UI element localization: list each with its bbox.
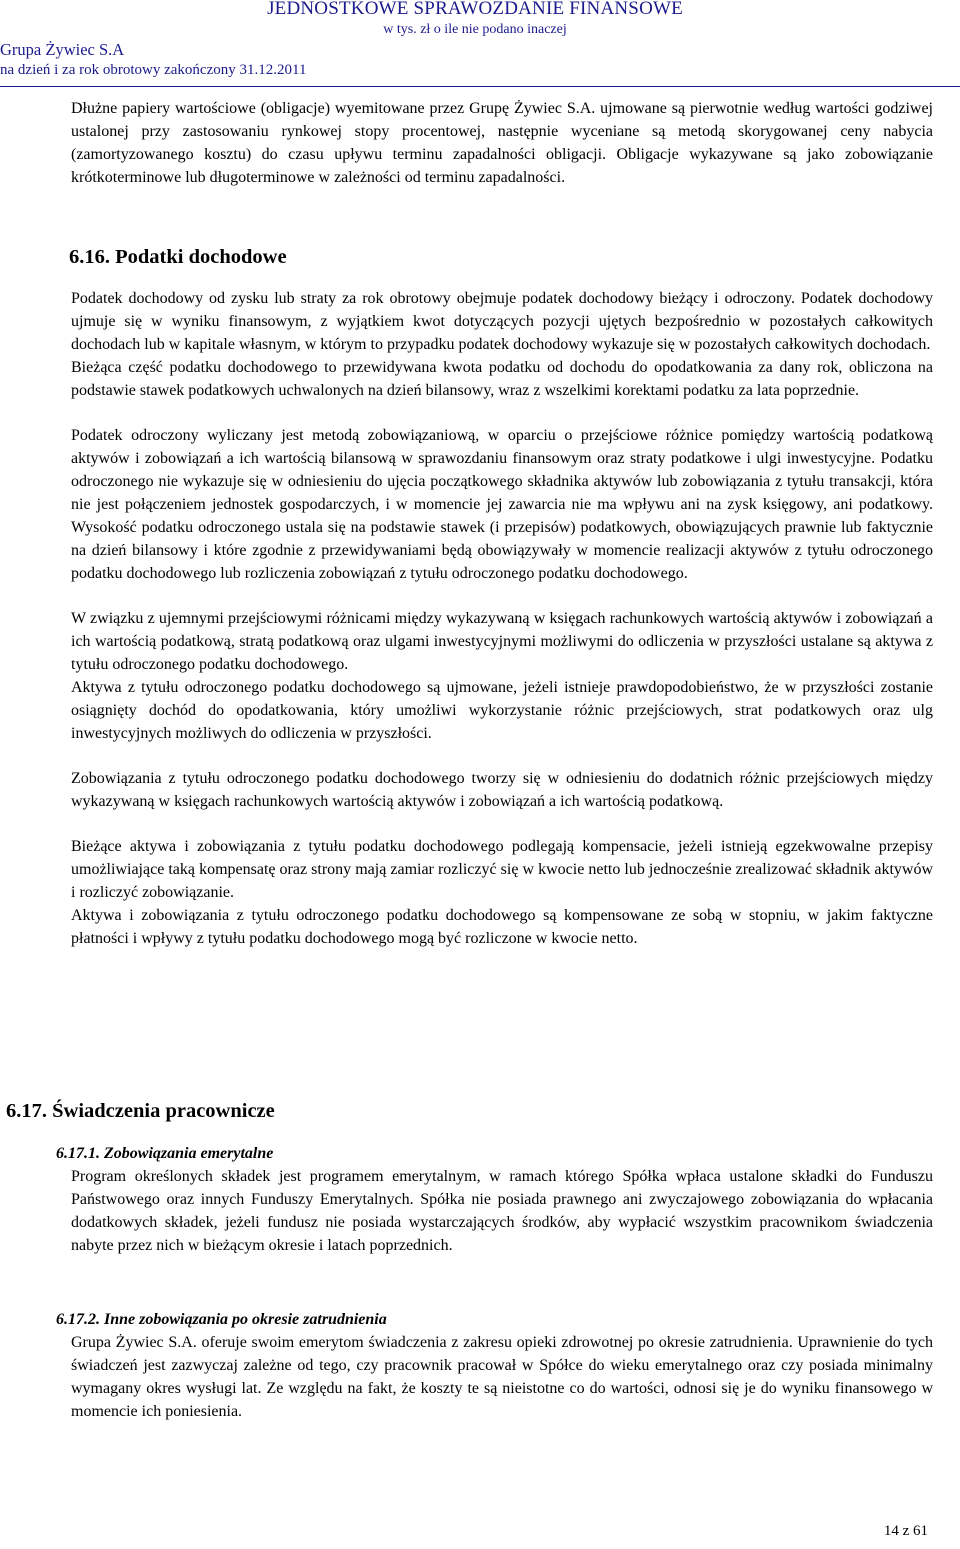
paragraph: Grupa Żywiec S.A. oferuje swoim emerytom świadczenia z zakresu opieki zdrowotnej po okresie zatrudnienia. Uprawnienie do tych świadczeń jest zazwyczaj zależne od tego, czy pracownik pracował w Spółce do wieku emerytalnego oraz czy posiada minimalny wymagany okres wysługi lat. Ze względu na fakt, że koszty te są nieistotne co do wartości, odnosi się je do wyniku finansowego w momencie ich poniesienia. (71, 1334, 933, 1420)
report-title: JEDNOSTKOWE SPRAWOZDANIE FINANSOWE (267, 0, 683, 19)
page-number: 14 z 61 (883, 1523, 928, 1539)
company-name: Grupa Żywiec S.A (0, 40, 125, 59)
paragraph: Podatek dochodowy od zysku lub straty za rok obrotowy obejmuje podatek dochodowy bieżący i odroczony. Podatek dochodowy ujmuje się w wyniku finansowym, z wyjątkiem kwot dotyczących pozycji ujętych bezpośrednio w pozostałych całkowitych dochodach lub w kapitale własnym, w którym to przypadku podatek dochodowy wykazuje się w pozostałych całkowitych dochodach. (71, 290, 933, 353)
subsection-heading: 6.17.1. Zobowiązania emerytalne (56, 1145, 274, 1162)
header-divider (0, 86, 960, 87)
paragraph: Program określonych składek jest programem emerytalnym, w ramach którego Spółka wpłaca ustalone składki do Funduszu Państwowego oraz innych Funduszy Emerytalnych. Spółka nie posiada prawnego ani zwyczajowego zobowiązania do wpłacania dodatkowych składek, jeżeli fundusz nie posiada wystarczających środków, aby wypłacić wszystkim pracownikom świadczenia nabyte przez nich w bieżącym okresie i latach poprzednich. (71, 1168, 933, 1254)
section-employee-benefits (6, 1098, 275, 1124)
intro-paragraph: Dłużne papiery wartościowe (obligacje) wyemitowane przez Grupę Żywiec S.A. ujmowane są pierwotnie według wartości godziwej ustalonej przy zastosowaniu rynkowej stopy procentowej, następnie wyceniane są metodą skorygowanej ceny nabycia (zamortyzowanego kosztu) do czasu upływu terminu zapadalności obligacji. Obligacje wykazywane są jako zobowiązanie krótkoterminowe lub długoterminowe w zależności od terminu zapadalności. (71, 100, 933, 186)
paragraph: Podatek odroczony wyliczany jest metodą zobowiązaniową, w oparciu o przejściowe różnice pomiędzy wartością podatkową aktywów i zobowiązań a ich wartością bilansową w sprawozdaniu finansowym oraz straty podatkowe i ulgi inwestycyjne. Podatku odroczonego nie wykazuje się w odniesieniu do ujęcia początkowego składnika aktywów lub zobowiązania z tytułu transakcji, która nie jest połączeniem jednostek gospodarczych, i w momencie jej zawarcia nie ma wpływu ani na zysk księgowy, ani podatkowy. Wysokość podatku odroczonego ustala się na podstawie stawek (i przepisów) podatkowych, obowiązujących prawnie lub faktycznie na dzień bilansowy i które zgodnie z przewidywaniami będą obowiązywały w momencie realizacji aktywów z tytułu odroczonego podatku dochodowego lub rozliczenia zobowiązań z tytułu odroczonego podatku dochodowego. (71, 427, 933, 582)
paragraph: Aktywa i zobowiązania z tytułu odroczonego podatku dochodowego są kompensowane ze sobą w stopniu, w jakim faktyczne płatności i wpływy z tytułu podatku dochodowego mogą być rozliczone w kwocie netto. (71, 907, 933, 947)
subsection-post-employment-obligations (56, 1309, 933, 1423)
currency-note: w tys. zł o ile nie podano inaczej (383, 22, 567, 37)
paragraph: Zobowiązania z tytułu odroczonego podatku dochodowego tworzy się w odniesieniu do dodatnich różnic przejściowych między wykazywaną w księgach rachunkowych wartością aktywów i zobowiązań a ich wartością podatkową. (71, 770, 933, 810)
subsection-heading: 6.17.2. Inne zobowiązania po okresie zatrudnienia (56, 1311, 387, 1328)
paragraph: W związku z ujemnymi przejściowymi różnicami między wykazywaną w księgach rachunkowych wartością aktywów i zobowiązań a ich wartością podatkową, stratą podatkową oraz ulgami inwestycyjnymi możliwymi do odliczenia w przyszłości ustalane są aktywa z tytułu odroczonego podatku dochodowego. (71, 610, 933, 673)
section-income-taxes (71, 244, 933, 950)
reporting-period: na dzień i za rok obrotowy zakończony 31.12.2011 (0, 62, 307, 78)
section-heading: 6.17. Świadczenia pracownicze (6, 1100, 275, 1122)
paragraph: Bieżące aktywa i zobowiązania z tytułu podatku dochodowego podlegają kompensacie, jeżeli istnieją egzekwowalne przepisy umożliwiające taką kompensatę oraz strony mają zamiar rozliczyć się w kwocie netto lub jednocześnie zrealizować składnik aktywów i rozliczyć zobowiązanie. (71, 838, 933, 901)
subsection-pension-obligations (56, 1143, 933, 1257)
paragraph: Aktywa z tytułu odroczonego podatku dochodowego są ujmowane, jeżeli istnieje prawdopodobieństwo, że w przyszłości zostanie osiągnięty dochód do opodatkowania, który umożliwi wykorzystanie różnic przejściowych, strat podatkowych oraz ulg inwestycyjnych możliwych do odliczenia w przyszłości. (71, 679, 933, 742)
section-heading: 6.16. Podatki dochodowe (69, 246, 287, 268)
paragraph: Bieżąca część podatku dochodowego to przewidywana kwota podatku od dochodu do opodatkowania za dany rok, obliczona na podstawie stawek podatkowych uchwalonych na dzień bilansowy, wraz z wszelkimi korektami podatku za lata poprzednie. (71, 359, 933, 399)
document-body (6, 97, 933, 1420)
